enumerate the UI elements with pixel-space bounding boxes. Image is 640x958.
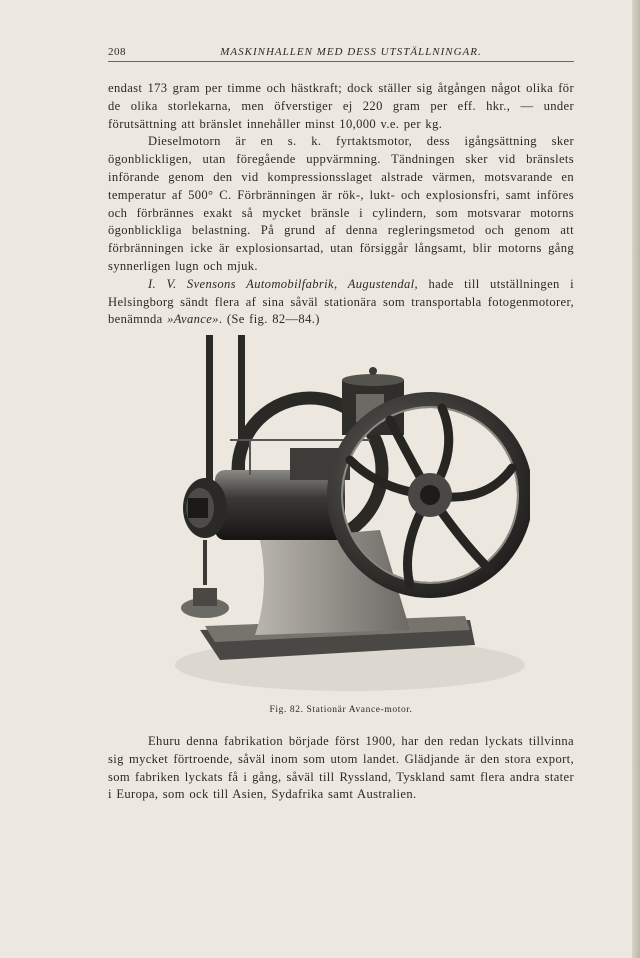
paragraph-fuel-consumption: endast 173 gram per timme och hästkraft; dock ställer sig åtgången något olika för de olika storlekarna, men öfverstiger ej 220 gram per eff. hkr., — under förutsättning att bränslet innehåller minst 10,000 v.e. per kg. bbox=[108, 81, 574, 131]
page-header bbox=[108, 46, 574, 62]
body-text-bottom bbox=[108, 733, 574, 804]
figure-caption: Fig. 82. Stationär Avance-motor. bbox=[269, 705, 413, 715]
company-name: I. V. Svensons Automobilfabrik, Augustendal, bbox=[148, 276, 419, 291]
page-edge bbox=[632, 0, 640, 958]
running-title: MASKINHALLEN MED DESS UTSTÄLLNINGAR. bbox=[220, 46, 482, 58]
paragraph-diesel-motor: Dieselmotorn är en s. k. fyrtaktsmotor, dess igångsättning sker ögonblickligen, utan föregående uppvärmning. Tändningen sker vid bränslets införande genom den vid kompressionsslaget alstrade värmen, motsvarande en temperatur af 500° C. Förbränningen är rök-, lukt- och explosionsfri, samt införes och förbrännes exakt så mycket bränsle i cylindern, som motsvarar motorns ögonblickliga belastning. På grund af denna regleringsmetod och genom att förbränningen icke är explosionsartad, utan försiggår långsamt, blir motorns gång synnerligen lugn och mjuk. bbox=[108, 134, 574, 273]
engine-illustration bbox=[160, 330, 530, 700]
figure-reference: . (Se fig. 82—84.) bbox=[218, 312, 320, 327]
body-text-top bbox=[108, 80, 574, 329]
brand-name: »Avance» bbox=[167, 312, 219, 327]
paragraph-svenson-text: hade till utställningen i Helsingborg sändt flera af sina såväl stationära som transportabla fotogenmotorer, benämnda bbox=[108, 276, 574, 327]
page-number: 208 bbox=[108, 46, 126, 58]
paragraph-export: Ehuru denna fabrikation började först 1900, har den redan lyckats tillvinna sig mycket förtroende, såväl inom som utom landet. Glädjande är den stora export, som fabriken lyckats få i gång, såväl till Ryssland, Tyskland samt flera andra stater i Europa, som ock till Asien, Sydafrika samt Australien. bbox=[108, 734, 574, 802]
paragraph-svenson bbox=[108, 276, 574, 329]
